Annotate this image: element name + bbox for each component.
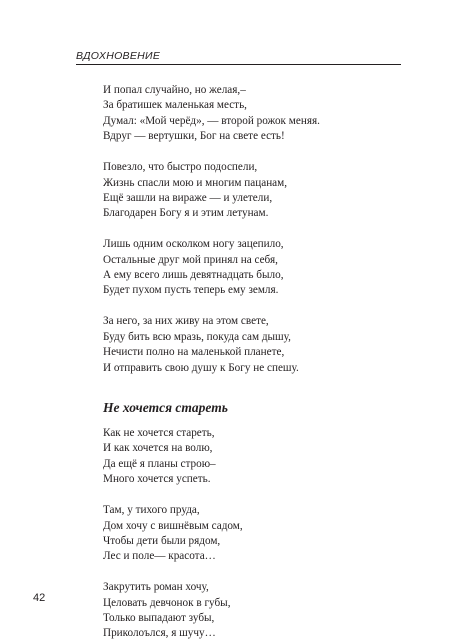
stanza xyxy=(103,580,403,642)
poem-line: Будет пухом пусть теперь ему земля. xyxy=(103,284,279,297)
poem-line: Лишь одним осколком ногу зацепило, xyxy=(103,238,284,251)
poem-line: А ему всего лишь девятнадцать было, xyxy=(103,269,284,282)
page-content xyxy=(103,83,403,642)
poem-line: Дом хочу с вишнёвым садом, xyxy=(103,519,243,532)
stanza xyxy=(103,83,403,145)
poem-line: За братишек маленькая месть, xyxy=(103,99,247,112)
stanza xyxy=(103,314,403,376)
poem-line: Жизнь спасли мою и многим пацанам, xyxy=(103,176,288,189)
poem-body xyxy=(103,426,403,642)
poem-body xyxy=(103,83,403,376)
poem-line: Повезло, что быстро подоспели, xyxy=(103,161,258,174)
poem-line: Как не хочется стареть, xyxy=(103,427,215,439)
poem-line: Только выпадают зубы, xyxy=(103,612,215,625)
poem-line: Лес и поле— красота… xyxy=(103,550,216,563)
stanza xyxy=(103,426,403,488)
poem-title: Не хочется стареть xyxy=(103,400,228,415)
header-rule xyxy=(76,64,401,65)
poem-line: Нечисти полно на маленькой планете, xyxy=(103,346,285,359)
poem-line: Чтобы дети были рядом, xyxy=(103,534,221,547)
poem-line: Да ещё я планы строю– xyxy=(103,457,216,470)
poem-line: Там, у тихого пруда, xyxy=(103,504,200,517)
poem-line: Благодарен Богу я и этим летунам. xyxy=(103,207,269,220)
poem-line: И отправить свою душу к Богу не спешу. xyxy=(103,361,299,374)
poem-line: Закрутить роман хочу, xyxy=(103,581,209,594)
poem-line: Приколоълся, я шучу… xyxy=(103,627,216,640)
stanza xyxy=(103,503,403,565)
poem-line: Много хочется успеть. xyxy=(103,473,211,486)
poem-line: Буду бить всю мразь, покуда сам дышу, xyxy=(103,330,291,343)
poem-line: Вдруг — вертушки, Бог на свете есть! xyxy=(103,130,285,143)
poem-line: И попал случайно, но желая,– xyxy=(103,84,246,96)
page-number: 42 xyxy=(33,592,46,604)
poem-line: Остальные друг мой принял на себя, xyxy=(103,253,278,266)
poem-line: За него, за них живу на этом свете, xyxy=(103,315,269,328)
stanza xyxy=(103,237,403,299)
poem-line: Думал: «Мой черёд», — второй рожок меняя. xyxy=(103,114,320,127)
stanza xyxy=(103,160,403,222)
poem-line: Ещё зашли на вираже — и улетели, xyxy=(103,191,273,204)
poem-line: Целовать девчонок в губы, xyxy=(103,596,231,609)
poem-line: И как хочется на волю, xyxy=(103,442,213,455)
running-head: ВДОХНОВЕНИЕ xyxy=(76,50,161,62)
